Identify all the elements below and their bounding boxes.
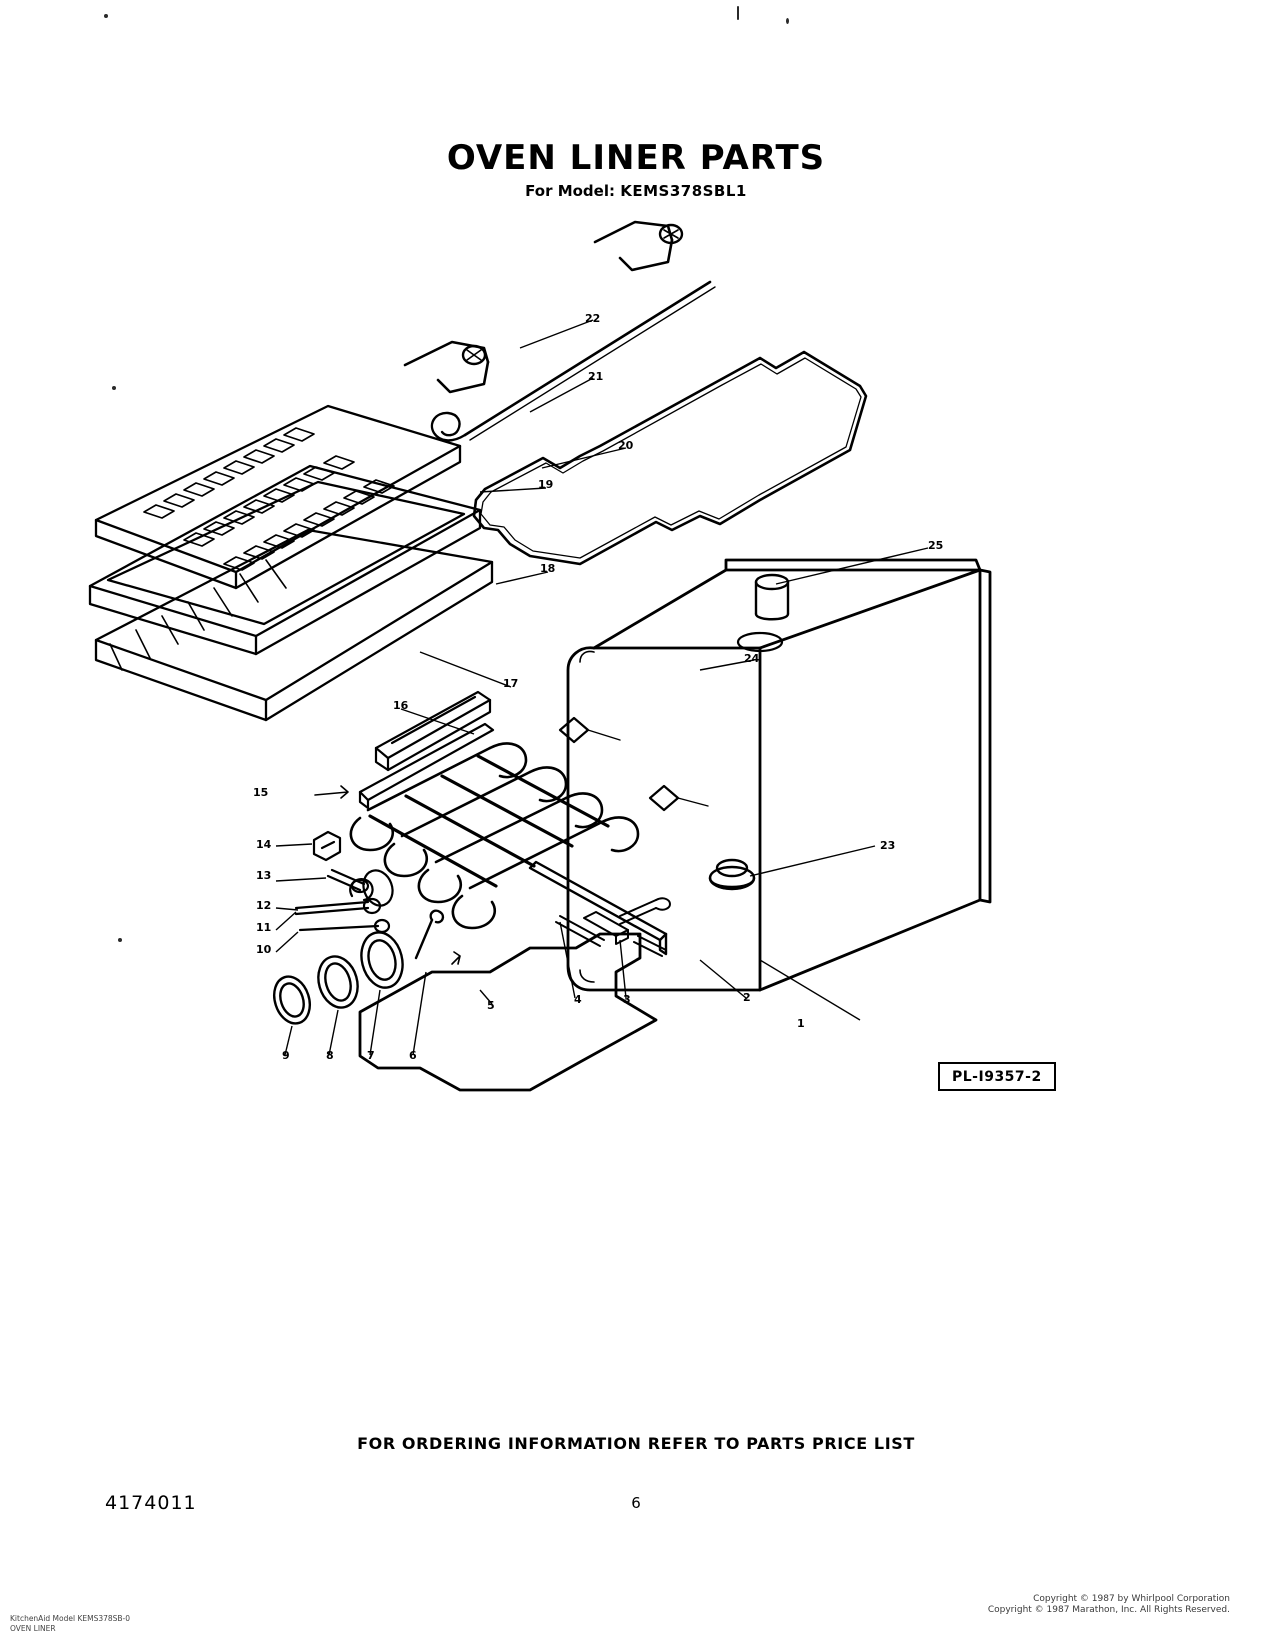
plate-code-box: PL-I9357-2 bbox=[938, 1062, 1056, 1091]
callout-23: 23 bbox=[880, 839, 896, 852]
print-speck bbox=[737, 6, 739, 20]
callout-2: 2 bbox=[743, 991, 751, 1004]
page-number: 6 bbox=[631, 1494, 641, 1512]
callout-13: 13 bbox=[256, 869, 272, 882]
callout-8: 8 bbox=[326, 1049, 334, 1062]
callout-9: 9 bbox=[282, 1049, 290, 1062]
copyright-line-2: Copyright © 1987 Marathon, Inc. All Rights Reserved. bbox=[987, 1605, 1230, 1616]
callout-16: 16 bbox=[393, 699, 409, 712]
callout-3: 3 bbox=[623, 993, 631, 1006]
callout-11: 11 bbox=[256, 921, 272, 934]
callout-17: 17 bbox=[503, 677, 519, 690]
corner-note bbox=[10, 1614, 130, 1634]
copyright-line-1: Copyright © 1987 by Whirlpool Corporation bbox=[1033, 1594, 1230, 1604]
callout-leader-lines bbox=[60, 200, 1220, 1160]
callout-19: 19 bbox=[538, 478, 554, 491]
copyright-notice bbox=[988, 1594, 1230, 1617]
print-speck bbox=[104, 14, 108, 18]
callout-10: 10 bbox=[256, 943, 272, 956]
callout-7: 7 bbox=[367, 1049, 375, 1062]
callout-21: 21 bbox=[588, 370, 604, 383]
callout-15: 15 bbox=[253, 786, 269, 799]
ordering-information-note: FOR ORDERING INFORMATION REFER TO PARTS PRICE LIST bbox=[357, 1434, 915, 1453]
callout-1: 1 bbox=[797, 1017, 805, 1030]
callout-22: 22 bbox=[585, 312, 601, 325]
callout-18: 18 bbox=[540, 562, 556, 575]
callout-12: 12 bbox=[256, 899, 272, 912]
callout-6: 6 bbox=[409, 1049, 417, 1062]
callout-24: 24 bbox=[744, 652, 760, 665]
model-number: KEMS378SBL1 bbox=[620, 182, 747, 200]
page-title: OVEN LINER PARTS bbox=[446, 138, 826, 178]
corner-note-line-1: KitchenAid Model KEMS378SB-0 bbox=[10, 1614, 131, 1623]
model-subtitle bbox=[0, 182, 1272, 200]
print-speck bbox=[786, 18, 789, 24]
document-number: 4174011 bbox=[105, 1492, 197, 1514]
model-label: For Model: bbox=[525, 182, 615, 200]
callout-25: 25 bbox=[928, 539, 944, 552]
callout-4: 4 bbox=[574, 993, 582, 1006]
callout-20: 20 bbox=[618, 439, 634, 452]
corner-note-line-2: OVEN LINER bbox=[10, 1623, 56, 1633]
callout-5: 5 bbox=[487, 999, 495, 1012]
callout-14: 14 bbox=[256, 838, 272, 851]
